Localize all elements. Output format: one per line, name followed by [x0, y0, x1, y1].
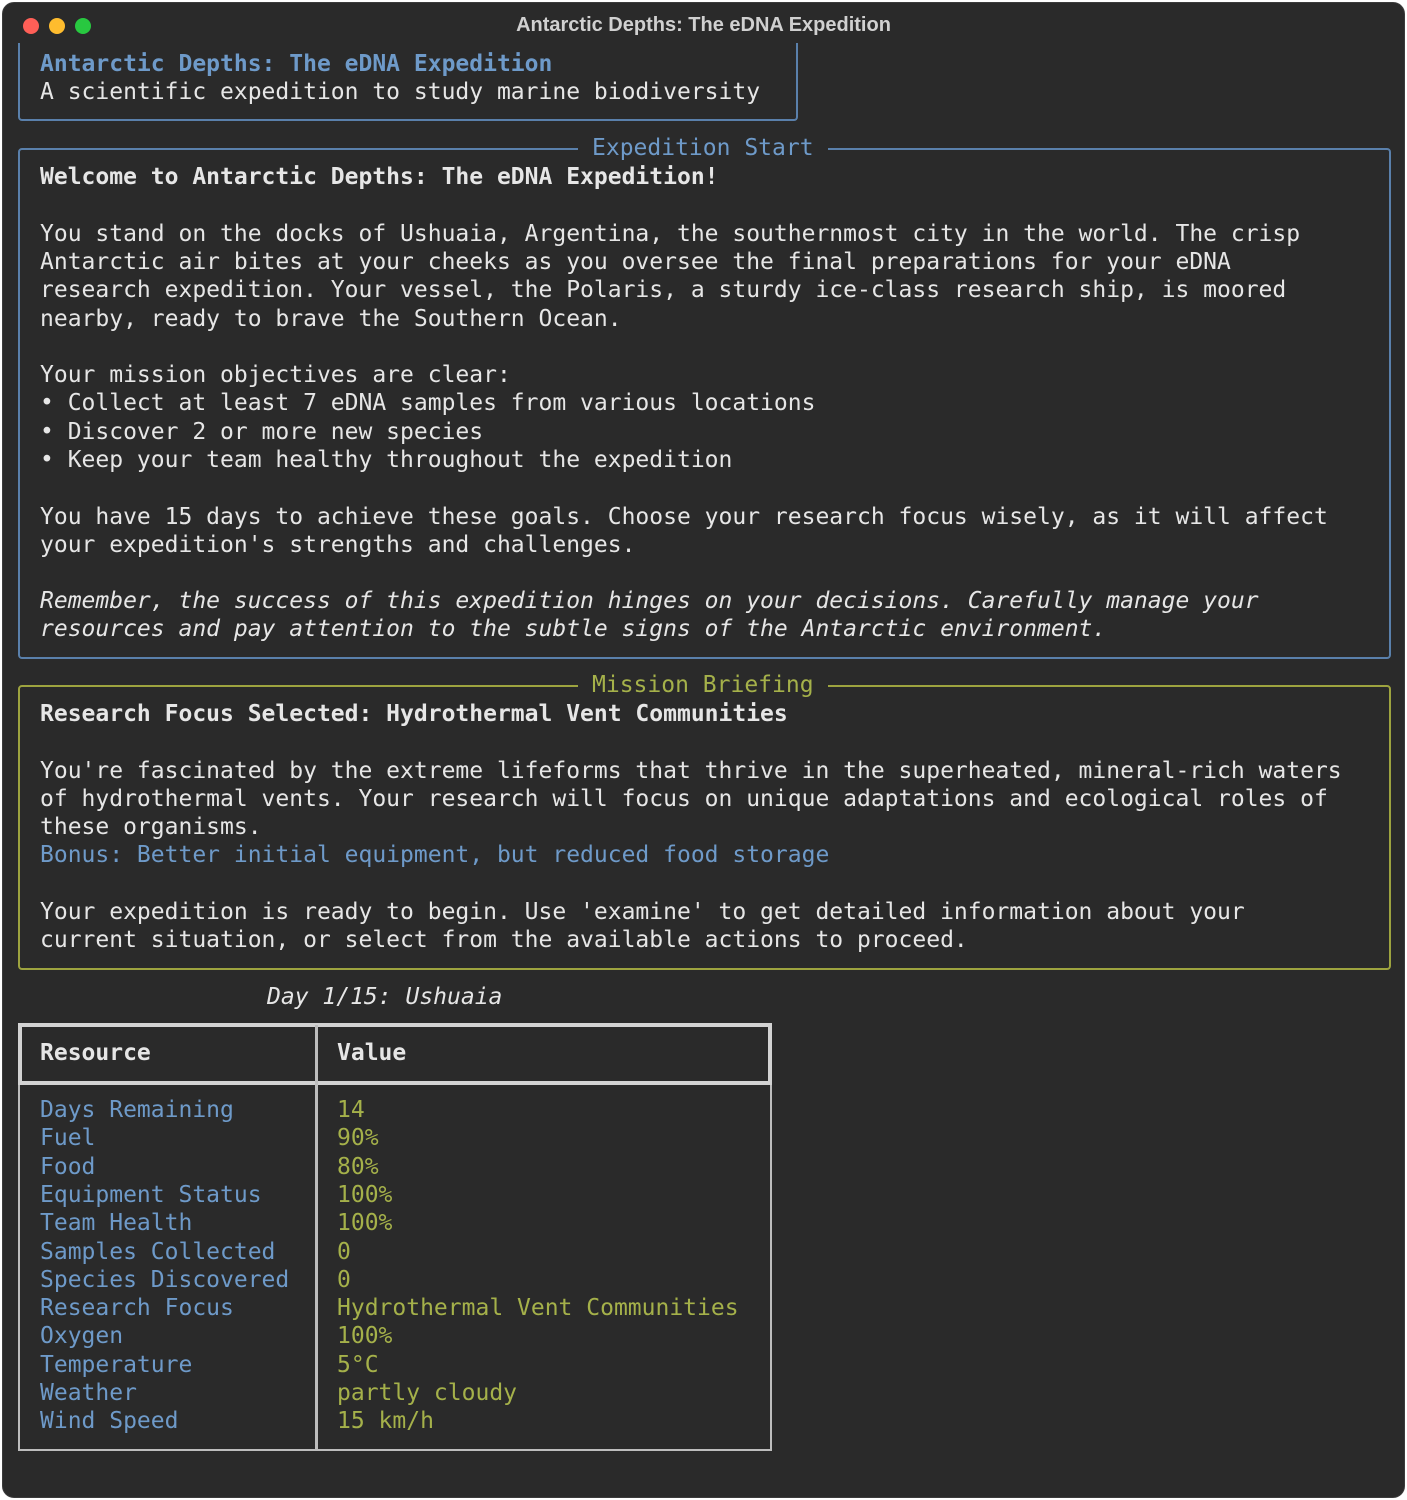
- window-title: Antarctic Depths: The eDNA Expedition: [516, 14, 891, 36]
- header-subtitle: A scientific expedition to study marine biodiversity: [40, 79, 761, 105]
- ready-line-2: current situation, or select from the available actions to proceed.: [40, 927, 968, 953]
- objective-item: • Collect at least 7 eDNA samples from various locations: [40, 390, 816, 416]
- resource-name: Equipment Status: [40, 1181, 262, 1208]
- intro-line-3: research expedition. Your vessel, the Polaris, a sturdy ice-class research ship, is moored: [40, 277, 1287, 303]
- resource-value: 100%: [337, 1323, 393, 1350]
- resource-name: Team Health: [40, 1210, 193, 1237]
- resource-value: 15 km/h: [337, 1408, 434, 1435]
- resource-value: 80%: [337, 1153, 379, 1180]
- resource-name: Weather: [40, 1380, 137, 1406]
- resource-name: Samples Collected: [40, 1238, 276, 1265]
- resource-value: Hydrothermal Vent Communities: [337, 1295, 739, 1322]
- terminal-content: [3, 3, 1404, 1497]
- description-line-1: You're fascinated by the extreme lifeforms that thrive in the superheated, mineral-rich waters: [40, 758, 1342, 784]
- time-line-1: You have 15 days to achieve these goals. Choose your research focus wisely, as it will affect: [40, 504, 1328, 530]
- resource-name: Wind Speed: [40, 1408, 179, 1435]
- header-title: Antarctic Depths: The eDNA Expedition: [40, 51, 553, 77]
- resource-name: Food: [40, 1153, 96, 1180]
- objective-item: • Discover 2 or more new species: [40, 419, 484, 445]
- welcome-heading: Welcome to Antarctic Depths: The eDNA Expedition!: [40, 164, 719, 190]
- resource-value: 0: [337, 1266, 351, 1293]
- objective-item: • Keep your team healthy throughout the expedition: [40, 447, 733, 473]
- ready-line-1: Your expedition is ready to begin. Use 'examine' to get detailed information about your: [40, 899, 1245, 925]
- description-line-3: these organisms.: [40, 814, 262, 840]
- resource-value: 14: [337, 1097, 365, 1123]
- description-line-2: of hydrothermal vents. Your research will focus on unique adaptations and ecological roles of: [40, 786, 1328, 812]
- focus-heading: Research Focus Selected: Hydrothermal Vent Communities: [40, 701, 788, 727]
- bonus-text: Bonus: Better initial equipment, but reduced food storage: [40, 842, 830, 868]
- resource-name: Fuel: [40, 1125, 96, 1152]
- intro-line-2: Antarctic air bites at your cheeks as you oversee the final preparations for your eDNA: [40, 249, 1231, 275]
- resource-name: Oxygen: [40, 1323, 124, 1350]
- reminder-line-2: resources and pay attention to the subtle signs of the Antarctic environment.: [40, 616, 1107, 642]
- column-divider: [315, 1025, 318, 1449]
- resource-value: partly cloudy: [337, 1380, 518, 1406]
- reminder-line-1: Remember, the success of this expedition hinges on your decisions. Carefully manage your: [40, 588, 1259, 614]
- resource-name: Days Remaining: [40, 1097, 234, 1123]
- resource-value: 100%: [337, 1181, 393, 1208]
- resource-name: Temperature: [40, 1351, 193, 1378]
- resource-value: 5°C: [337, 1351, 379, 1378]
- terminal-window: [2, 2, 1405, 1498]
- column-header-resource: Resource: [40, 1040, 151, 1066]
- resource-value: 90%: [337, 1125, 379, 1152]
- intro-line-4: nearby, ready to brave the Southern Ocean.: [40, 306, 622, 332]
- column-header-value: Value: [337, 1040, 407, 1066]
- resource-value: 0: [337, 1238, 351, 1265]
- expedition-start-legend: Expedition Start: [578, 134, 828, 162]
- resource-name: Research Focus: [40, 1295, 234, 1322]
- resource-value: 100%: [337, 1210, 393, 1237]
- intro-line-1: You stand on the docks of Ushuaia, Argentina, the southernmost city in the world. The crisp: [40, 221, 1301, 247]
- resource-name: Species Discovered: [40, 1266, 290, 1293]
- time-line-2: your expedition's strengths and challenges.: [40, 532, 636, 558]
- objectives-heading: Your mission objectives are clear:: [40, 362, 511, 388]
- mission-briefing-legend: Mission Briefing: [578, 671, 828, 699]
- day-caption: Day 1/15: Ushuaia: [267, 984, 503, 1010]
